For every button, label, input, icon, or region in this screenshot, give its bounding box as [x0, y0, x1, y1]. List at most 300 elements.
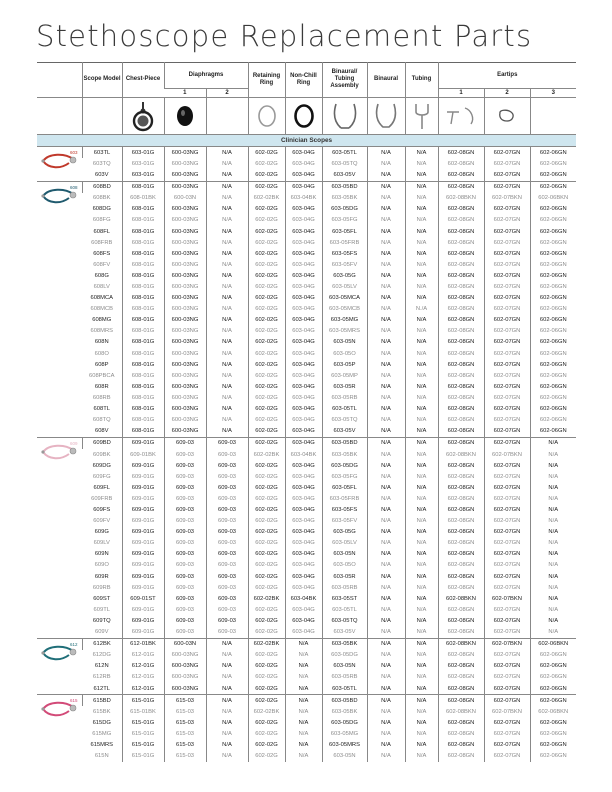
part-number-cell: 608-01G: [122, 392, 164, 403]
scope-model-cell: 612TL: [93, 685, 110, 692]
part-number-cell: 602-07GN: [484, 695, 530, 707]
header-chest-piece: Chest-Piece: [122, 62, 164, 98]
part-number-cell: N/A: [206, 348, 248, 359]
part-number-cell: 602-08GN: [438, 359, 484, 370]
part-number-cell: 602-08GN: [438, 661, 484, 672]
scope-model-cell: 608BK: [93, 195, 111, 202]
part-number-cell: 615-03: [164, 729, 206, 740]
part-number-cell: N/A: [206, 270, 248, 281]
part-number-cell: 602-08BKN: [438, 449, 484, 460]
part-number-cell: 603-05TL: [322, 147, 367, 159]
part-number-cell: 602-06GN: [530, 370, 576, 381]
part-number-cell: 609-03: [206, 582, 248, 593]
chest-piece-image: [122, 98, 164, 135]
part-number-cell: 603-05BK: [322, 193, 367, 204]
part-number-cell: 602-07GN: [484, 538, 530, 549]
part-number-cell: 603-05R: [322, 381, 367, 392]
table-row: [37, 270, 576, 281]
part-number-cell: 600-03NG: [164, 315, 206, 326]
part-number-cell: 603-05TL: [322, 683, 367, 695]
part-number-cell: 602-02G: [248, 471, 285, 482]
part-number-cell: 602-02G: [248, 549, 285, 560]
part-number-cell: 602-02G: [248, 158, 285, 169]
part-number-cell: 602-07GN: [484, 460, 530, 471]
scope-model-cell: 609BK: [93, 451, 111, 458]
part-number-cell: N/A: [405, 604, 438, 615]
part-number-cell: 602-07GN: [484, 370, 530, 381]
part-number-cell: 603-04G: [285, 482, 322, 493]
part-number-cell: 602-07GN: [484, 326, 530, 337]
part-number-cell: 603-05BK: [322, 449, 367, 460]
table-row: [37, 449, 576, 460]
part-number-cell: N/A: [285, 650, 322, 661]
table-row: [37, 538, 576, 549]
part-number-cell: 609-03: [164, 538, 206, 549]
part-number-cell: 600-03NG: [164, 270, 206, 281]
part-number-cell: 609-03: [206, 549, 248, 560]
part-number-cell: N/A: [367, 315, 405, 326]
part-number-cell: N/A: [405, 215, 438, 226]
part-number-cell: N/A: [405, 740, 438, 751]
part-number-cell: 603-05BD: [322, 695, 367, 707]
part-number-cell: 602-07GN: [484, 549, 530, 560]
part-number-cell: 602-08BKN: [438, 193, 484, 204]
part-number-cell: N/A: [206, 248, 248, 259]
part-number-cell: 608-01G: [122, 259, 164, 270]
table-row: [37, 549, 576, 560]
part-number-cell: 602-02G: [248, 615, 285, 626]
part-number-cell: N/A: [367, 683, 405, 695]
part-number-cell: 603-05LV: [322, 281, 367, 292]
part-number-cell: N/A: [530, 604, 576, 615]
table-row: [37, 315, 576, 326]
part-number-cell: 602-08GN: [438, 695, 484, 707]
scope-model-cell: 608R: [94, 383, 109, 390]
scope-model-cell: 615MG: [92, 731, 112, 738]
part-number-cell: N/A: [206, 638, 248, 650]
scope-model-cell: 608FS: [93, 250, 111, 257]
part-number-cell: 602-02G: [248, 650, 285, 661]
part-number-cell: 609-03: [206, 626, 248, 638]
binaural-tubing-icon: [328, 100, 362, 132]
part-number-cell: 603-04G: [285, 392, 322, 403]
part-number-cell: 602-06GN: [530, 729, 576, 740]
part-number-cell: 603-04G: [285, 493, 322, 504]
scope-model-cell: 612N: [94, 663, 109, 670]
part-number-cell: 602-08GN: [438, 717, 484, 728]
part-number-cell: N/A: [530, 615, 576, 626]
stethoscope-image-612: [37, 638, 82, 695]
part-number-cell: 602-08GN: [438, 237, 484, 248]
part-number-cell: N/A: [206, 661, 248, 672]
part-number-cell: 602-06GN: [530, 348, 576, 359]
part-number-cell: 602-08GN: [438, 504, 484, 515]
chest-piece-icon: [128, 100, 158, 132]
part-number-cell: 602-07GN: [484, 226, 530, 237]
diaphragm-image: [164, 98, 206, 135]
scope-model-cell: 608RB: [92, 394, 111, 401]
header-diaphragm-2: 2: [206, 89, 248, 98]
part-number-cell: N/A: [285, 638, 322, 650]
part-number-cell: 602-08BKN: [438, 593, 484, 604]
part-number-cell: 602-06GN: [530, 147, 576, 159]
part-number-cell: 602-02G: [248, 560, 285, 571]
part-number-cell: 602-07BKN: [484, 638, 530, 650]
part-number-cell: 609-03: [164, 593, 206, 604]
part-number-cell: 603-04G: [285, 471, 322, 482]
part-number-cell: N/A: [405, 248, 438, 259]
part-number-cell: 602-08GN: [438, 460, 484, 471]
table-row: [37, 571, 576, 582]
scope-model-cell: 615BK: [93, 708, 111, 715]
part-number-cell: 602-06GN: [530, 359, 576, 370]
eartip-1-image: [438, 98, 484, 135]
scope-model-cell: 609N: [94, 551, 109, 558]
part-number-cell: 602-08GN: [438, 215, 484, 226]
part-number-cell: 603-04G: [285, 158, 322, 169]
part-number-cell: 609-03: [206, 482, 248, 493]
part-number-cell: 602-07GN: [484, 471, 530, 482]
part-number-cell: 608-01G: [122, 237, 164, 248]
part-number-cell: 603-05R: [322, 571, 367, 582]
part-number-cell: 600-03NG: [164, 181, 206, 193]
part-number-cell: 603-04G: [285, 504, 322, 515]
part-number-cell: 603-05O: [322, 560, 367, 571]
part-number-cell: N/A: [405, 193, 438, 204]
part-number-cell: 602-07GN: [484, 304, 530, 315]
part-number-cell: 603-04G: [285, 582, 322, 593]
part-number-cell: N/A: [285, 717, 322, 728]
part-number-cell: 609-03: [164, 437, 206, 449]
table-row: [37, 471, 576, 482]
part-number-cell: N/A: [405, 359, 438, 370]
part-number-cell: 603-04G: [285, 248, 322, 259]
table-row: [37, 626, 576, 638]
part-number-cell: 609-03: [164, 449, 206, 460]
part-number-cell: 602-07GN: [484, 516, 530, 527]
part-number-cell: N/A: [367, 504, 405, 515]
stethoscope-image-609: [37, 437, 82, 638]
part-number-cell: 609-01G: [122, 460, 164, 471]
part-number-cell: N/A: [405, 751, 438, 762]
table-row: [37, 193, 576, 204]
part-number-cell: 603-05BK: [322, 638, 367, 650]
part-number-cell: 602-08GN: [438, 348, 484, 359]
part-number-cell: 602-07GN: [484, 604, 530, 615]
part-number-cell: 602-08GN: [438, 527, 484, 538]
part-number-cell: 609-01ST: [122, 593, 164, 604]
scope-model-cell: 609RB: [92, 584, 111, 591]
scope-model-cell: 615BD: [82, 695, 122, 707]
diaphragm-icon: [170, 100, 200, 132]
part-number-cell: 602-08GN: [438, 626, 484, 638]
part-number-cell: N/A: [367, 482, 405, 493]
part-number-cell: 602-07GN: [484, 169, 530, 181]
part-number-cell: 609-03: [206, 471, 248, 482]
part-number-cell: 602-02G: [248, 426, 285, 438]
part-number-cell: N/A: [405, 315, 438, 326]
part-number-cell: 608-01G: [122, 326, 164, 337]
part-number-cell: 602-02G: [248, 695, 285, 707]
part-number-cell: 602-06GN: [530, 281, 576, 292]
part-number-cell: 615-03: [164, 717, 206, 728]
part-number-cell: 612-01G: [122, 672, 164, 683]
stethoscope-image-615: [37, 695, 82, 762]
part-number-cell: 615-01G: [122, 729, 164, 740]
part-number-cell: 603-05FRB: [322, 493, 367, 504]
part-number-cell: 609-03: [206, 516, 248, 527]
table-row: [37, 392, 576, 403]
part-number-cell: N/A: [367, 158, 405, 169]
table-row: [37, 215, 576, 226]
part-number-cell: N/A: [285, 683, 322, 695]
part-number-cell: 602-07GN: [484, 337, 530, 348]
group-label: 615: [70, 698, 78, 704]
stethoscope-image-603: [37, 147, 82, 181]
part-number-cell: 600-03NG: [164, 359, 206, 370]
part-number-cell: 600-03NG: [164, 404, 206, 415]
part-number-cell: 609-03: [164, 460, 206, 471]
table-row: [37, 404, 576, 415]
scope-model-cell: 603TQ: [92, 160, 111, 167]
part-number-cell: 602-08GN: [438, 650, 484, 661]
header-image-column: [37, 62, 82, 98]
part-number-cell: N/A: [206, 237, 248, 248]
scope-model-cell: 608LV: [93, 284, 110, 291]
table-row: [37, 370, 576, 381]
part-number-cell: 609-03: [164, 615, 206, 626]
part-number-cell: 600-03NG: [164, 226, 206, 237]
part-number-cell: 609-03: [206, 604, 248, 615]
non-chill-ring-image: [285, 98, 322, 135]
part-number-cell: N/A: [405, 516, 438, 527]
part-number-cell: 603-05LV: [322, 538, 367, 549]
section-title: Clinician Scopes: [37, 135, 576, 147]
part-number-cell: 608-01G: [122, 181, 164, 193]
group-label: 609: [70, 440, 78, 446]
part-number-cell: 603-04G: [285, 404, 322, 415]
part-number-cell: 602-02G: [248, 204, 285, 215]
part-number-cell: 603-04G: [285, 626, 322, 638]
part-number-cell: N/A: [206, 650, 248, 661]
part-number-cell: 602-02G: [248, 717, 285, 728]
non-chill-ring-icon: [289, 100, 319, 132]
part-number-cell: 608-01G: [122, 315, 164, 326]
part-number-cell: 602-08GN: [438, 604, 484, 615]
scope-model-cell: 608TL: [93, 406, 110, 413]
table-row: [37, 337, 576, 348]
part-number-cell: 602-08GN: [438, 381, 484, 392]
part-number-cell: 602-08GN: [438, 281, 484, 292]
part-number-cell: N/A: [285, 661, 322, 672]
scope-model-cell: 609BD: [82, 437, 122, 449]
part-number-cell: 600-03NG: [164, 337, 206, 348]
part-number-cell: 600-03NG: [164, 392, 206, 403]
scope-model-cell: 608MRS: [90, 328, 114, 335]
part-number-cell: 602-08GN: [438, 158, 484, 169]
part-number-cell: 602-07GN: [484, 661, 530, 672]
scope-model-cell: 608PBCA: [89, 372, 115, 379]
part-number-cell: 602-08GN: [438, 370, 484, 381]
part-number-cell: 602-02G: [248, 215, 285, 226]
table-row: [37, 293, 576, 304]
part-number-cell: 603-05FS: [322, 504, 367, 515]
part-number-cell: 603-05TQ: [322, 615, 367, 626]
part-number-cell: 602-06GN: [530, 740, 576, 751]
part-number-cell: 602-08GN: [438, 181, 484, 193]
table-row: [37, 359, 576, 370]
scope-model-cell: 608O: [94, 350, 109, 357]
table-row: [37, 326, 576, 337]
part-number-cell: 603-05MP: [322, 370, 367, 381]
part-number-cell: 602-02G: [248, 381, 285, 392]
part-number-cell: N/A: [367, 215, 405, 226]
part-number-cell: 602-07GN: [484, 482, 530, 493]
part-number-cell: 603-05N: [322, 549, 367, 560]
scope-model-cell: 608MG: [92, 317, 112, 324]
part-number-cell: 603-05FRB: [322, 237, 367, 248]
part-number-cell: 608-01BK: [122, 193, 164, 204]
scope-model-cell: 608TQ: [92, 417, 111, 424]
part-number-cell: 602-06GN: [530, 293, 576, 304]
part-number-cell: 602-07BKN: [484, 593, 530, 604]
part-number-cell: N/A: [405, 415, 438, 426]
part-number-cell: 602-08GN: [438, 740, 484, 751]
part-number-cell: 608-01G: [122, 359, 164, 370]
part-number-cell: N/A: [405, 582, 438, 593]
part-number-cell: 602-07GN: [484, 237, 530, 248]
part-number-cell: 609-01G: [122, 493, 164, 504]
part-number-cell: 602-02G: [248, 683, 285, 695]
scope-model-cell: 609FG: [92, 473, 111, 480]
part-number-cell: 603-05BD: [322, 437, 367, 449]
scope-model-cell: 609LV: [93, 540, 110, 547]
part-number-cell: 603-04G: [285, 326, 322, 337]
part-number-cell: 603-05MG: [322, 729, 367, 740]
part-number-cell: N/A: [405, 571, 438, 582]
part-number-cell: N/A: [367, 248, 405, 259]
part-number-cell: 603-04G: [285, 571, 322, 582]
part-number-cell: N/A: [530, 593, 576, 604]
table-row: [37, 304, 576, 315]
part-number-cell: N/A: [206, 706, 248, 717]
part-number-cell: 602-08GN: [438, 516, 484, 527]
table-row: [37, 751, 576, 762]
part-number-cell: 602-02G: [248, 604, 285, 615]
part-number-cell: N/A: [405, 348, 438, 359]
part-number-cell: N/A: [367, 169, 405, 181]
part-number-cell: N/A: [405, 437, 438, 449]
part-number-cell: 602-06GN: [530, 404, 576, 415]
scope-model-cell: 609FS: [93, 506, 111, 513]
part-number-cell: 603-04G: [285, 370, 322, 381]
part-number-cell: 602-07GN: [484, 315, 530, 326]
part-number-cell: N/A: [206, 683, 248, 695]
part-number-cell: N/A: [405, 237, 438, 248]
header-diaphragms: Diaphragms: [164, 62, 248, 89]
part-number-cell: 602-07GN: [484, 527, 530, 538]
part-number-cell: N/A: [206, 359, 248, 370]
part-number-cell: 603-04G: [285, 538, 322, 549]
part-number-cell: 602-07GN: [484, 415, 530, 426]
part-number-cell: 602-02BK: [248, 193, 285, 204]
part-number-cell: 602-07GN: [484, 504, 530, 515]
part-number-cell: 603-05V: [322, 169, 367, 181]
part-number-cell: 602-07GN: [484, 348, 530, 359]
header-scope-model: Scope Model: [82, 62, 122, 98]
part-number-cell: 602-02G: [248, 337, 285, 348]
table-row: [37, 248, 576, 259]
part-number-cell: 609-03: [164, 504, 206, 515]
part-number-cell: N/A: [285, 672, 322, 683]
part-number-cell: 603-05P: [322, 359, 367, 370]
part-number-cell: 612-01BK: [122, 638, 164, 650]
part-number-cell: 603-05DG: [322, 460, 367, 471]
part-number-cell: N/A: [367, 370, 405, 381]
part-number-cell: 602-02BK: [248, 449, 285, 460]
part-number-cell: 602-02G: [248, 516, 285, 527]
table-row: [37, 527, 576, 538]
part-number-cell: 602-07GN: [484, 381, 530, 392]
part-number-cell: 602-07GN: [484, 560, 530, 571]
part-number-cell: 603-04G: [285, 204, 322, 215]
binaural-image: [367, 98, 405, 135]
stethoscope-image-608: [37, 181, 82, 437]
part-number-cell: N/A: [405, 426, 438, 438]
part-number-cell: N/A: [206, 717, 248, 728]
part-number-cell: 602-02G: [248, 147, 285, 159]
table-row: [37, 493, 576, 504]
part-number-cell: N/A: [405, 471, 438, 482]
part-number-cell: 600-03NG: [164, 348, 206, 359]
part-number-cell: 602-06GN: [530, 204, 576, 215]
part-number-cell: 603-04G: [285, 560, 322, 571]
part-number-cell: N/A: [405, 593, 438, 604]
part-number-cell: 603-05ST: [322, 593, 367, 604]
part-number-cell: N/A: [367, 740, 405, 751]
part-number-cell: 602-08GN: [438, 293, 484, 304]
part-number-cell: 603-05BK: [322, 706, 367, 717]
part-number-cell: 602-02G: [248, 237, 285, 248]
part-number-cell: N/A: [405, 147, 438, 159]
part-number-cell: 609-01G: [122, 527, 164, 538]
part-number-cell: N/A: [367, 672, 405, 683]
part-number-cell: 600-03NG: [164, 158, 206, 169]
header-eartip-2: 2: [484, 89, 530, 98]
part-number-cell: N/A: [285, 751, 322, 762]
part-number-cell: 602-06GN: [530, 337, 576, 348]
part-number-cell: N/A: [405, 449, 438, 460]
table-row: [37, 593, 576, 604]
table-row: [37, 650, 576, 661]
part-number-cell: N/A: [367, 204, 405, 215]
part-number-cell: 603-05DG: [322, 204, 367, 215]
part-number-cell: N/A: [367, 706, 405, 717]
part-number-cell: N/A: [367, 661, 405, 672]
part-number-cell: 602-02G: [248, 571, 285, 582]
part-number-cell: 602-06GN: [530, 215, 576, 226]
part-number-cell: 609-03: [206, 460, 248, 471]
part-number-cell: 603-05MCB: [322, 304, 367, 315]
part-number-cell: 603-04BK: [285, 593, 322, 604]
scope-model-cell: 612DG: [92, 652, 111, 659]
part-number-cell: 603-05FS: [322, 248, 367, 259]
part-number-cell: 602-02G: [248, 493, 285, 504]
part-number-cell: 602-02G: [248, 169, 285, 181]
part-number-cell: 609-03: [206, 560, 248, 571]
part-number-cell: N/A: [367, 516, 405, 527]
part-number-cell: 603-05MRS: [322, 740, 367, 751]
